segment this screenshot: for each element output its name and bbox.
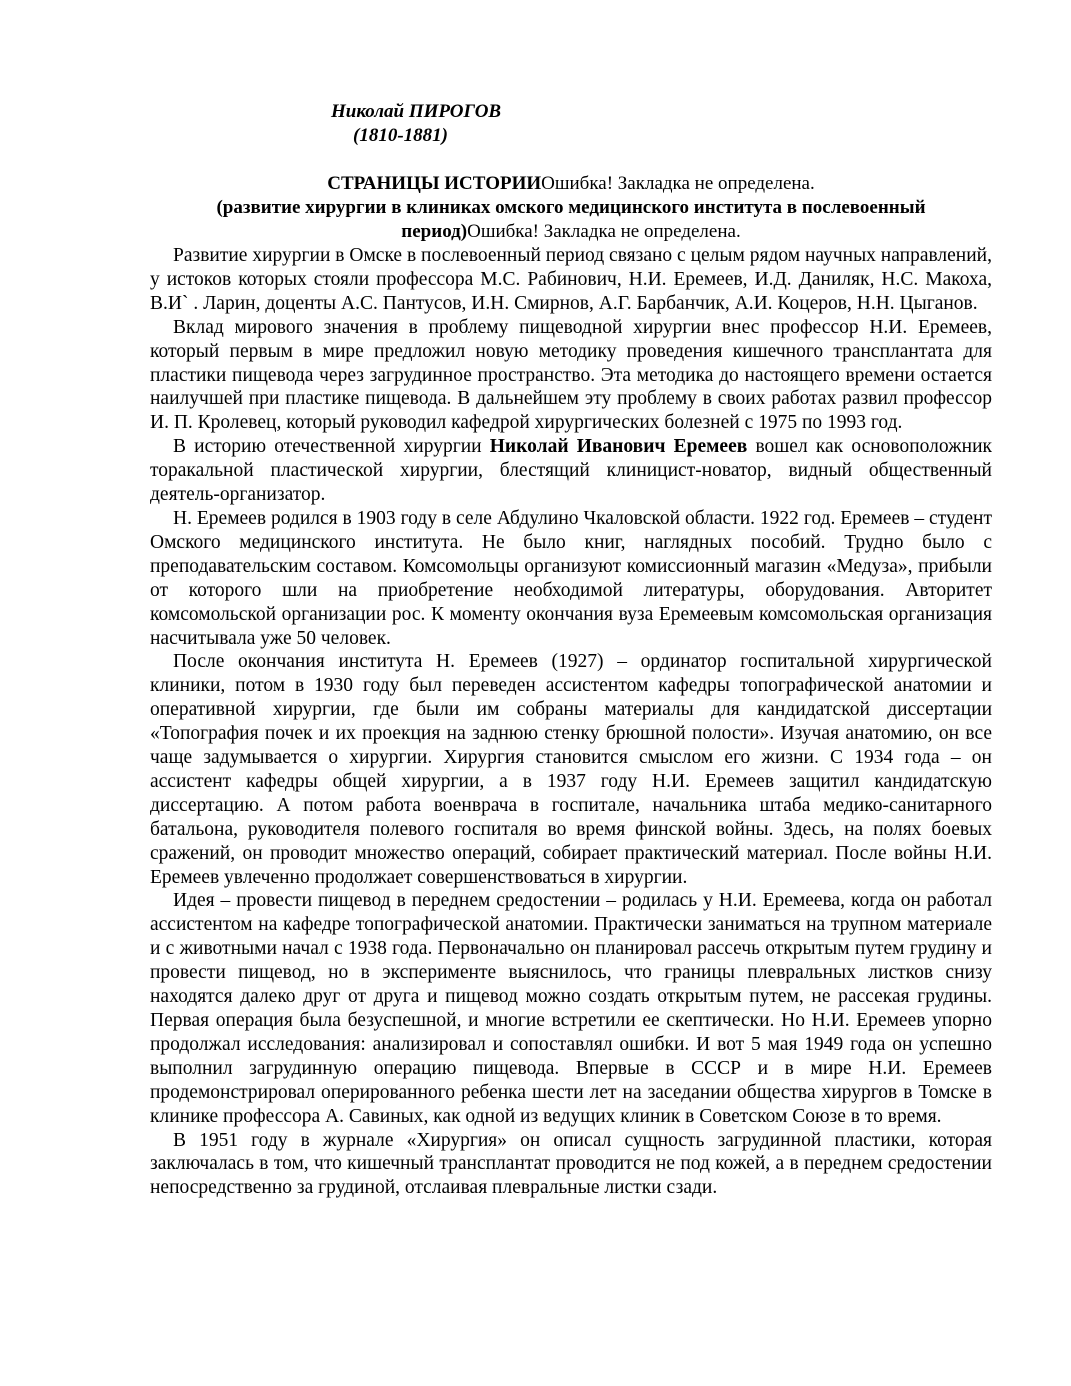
subtitle-bookmark-error: Ошибка! Закладка не определена. <box>467 221 741 242</box>
paragraph: В 1951 году в журнале «Хирургия» он описал сущность загрудинной пластики, которая заключалась в том, что кишечный трансплантат проводится не под кожей, а в переднем средостении непосредственно за грудиной, отслаивая плевральные листки сзади. <box>150 1129 992 1199</box>
page-title <box>150 172 992 196</box>
page-subtitle <box>150 196 992 244</box>
document-body <box>150 244 992 1200</box>
paragraph: Вклад мирового значения в проблему пищеводной хирургии внес профессор Н.И. Еремеев, который первым в мире предложил новую методику проведения кишечного трансплантата для пластики пищевода через загрудинное пространство. Эта методика до настоящего времени остается наилучшей при пластике пищевода. В дальнейшем эту проблему в своих работах развил профессор И. П. Кролевец, который руководил кафедрой хирургических болезней с 1975 по 1993 год. <box>150 316 992 434</box>
epigraph <box>331 100 501 148</box>
paragraph: Развитие хирургии в Омске в послевоенный период связано с целым рядом научных направлений, у истоков которых стояли профессора М.С. Рабинович, Н.И. Еремеев, И.Д. Даниляк, Н.С. Макоха, В.И` . Ларин, доценты А.С. Пантусов, И.Н. Смирнов, А.Г. Барбанчик, А.И. Коцеров, Н.Н. Цыганов. <box>150 245 992 314</box>
title-text: СТРАНИЦЫ ИСТОРИИ <box>327 173 542 194</box>
paragraph: Н. Еремеев родился в 1903 году в селе Абдулино Чкаловской области. 1922 год. Еремеев – студент Омского медицинского института. Не было книг, наглядных пособий. Трудно было с преподавательским составом. Комсомольцы организуют комиссионный магазин «Медуза», прибыли от которого шли на приобретение необходимой литературы, оборудования. Авторитет комсомольской организации рос. К моменту окончания вуза Еремеевым комсомольская организация насчитывала уже 50 человек. <box>150 507 992 649</box>
title-bookmark-error: Ошибка! Закладка не определена. <box>541 173 815 194</box>
paragraph: Идея – провести пищевод в переднем средостении – родилась у Н.И. Еремеева, когда он работал ассистентом на кафедре топографической анатомии. Практически заниматься на трупном материале и с животными начал с 1938 года. Первоначально он планировал рассечь открытым путем грудину и провести пищевод, но в эксперименте выяснилось, что границы плевральных листков снизу находятся далеко друг от друга и пищевод можно создать открытым путем, не рассекая грудины. Первая операция была безуспешной, и многие встретили ее скептически. Но Н.И. Еремеев упорно продолжал исследования: анализировал и сопоставлял ошибки. И вот 5 мая 1949 года он успешно выполнил загрудинную операцию пищевода. Впервые в СССР и в мире Н.И. Еремеев продемонстрировал оперированного ребенка шести лет на заседании общества хирургов в Томске в клинике профессора А. Савиных, как одной из ведущих клиник в Советском Союзе в то время. <box>150 890 992 1127</box>
epigraph-author: Николай ПИРОГОВ <box>331 101 502 122</box>
epigraph-years: (1810-1881) <box>353 125 448 146</box>
paragraph-text: В историю отечественной хирургии <box>173 436 490 458</box>
paragraph-text: вошел как основоположник торакальной пластической хирургии, блестящий клиницист-новатор, видный общественный деятель-организатор. <box>150 436 992 506</box>
paragraph <box>150 435 992 507</box>
subtitle-text: (развитие хирургии в клиниках омского медицинского института в послевоенный период) <box>216 197 926 242</box>
paragraph: После окончания института Н. Еремеев (1927) – ординатор госпитальной хирургической клиники, потом в 1930 году был переведен ассистентом кафедры топографической анатомии и оперативной хирургии, где были им собраны материалы для кандидатской диссертации «Топография почек и их проекция на заднюю стенку брюшной полости». Изучая анатомию, он все чаще задумывается о хирургии. Хирургия становится смыслом его жизни. С 1934 года – он ассистент кафедры общей хирургии, а в 1937 году Н.И. Еремеев защитил кандидатскую диссертацию. А потом работа военврача в госпитале, начальника штаба медико-санитарного батальона, руководителя полевого госпиталя во время финской войны. Здесь, на полях боевых сражений, он проводит множество операций, собирает практический материал. После войны Н.И. Еремеев увлеченно продолжает совершенствоваться в хирургии. <box>150 651 992 888</box>
person-name-bold: Николай Иванович Еремеев <box>489 436 748 458</box>
